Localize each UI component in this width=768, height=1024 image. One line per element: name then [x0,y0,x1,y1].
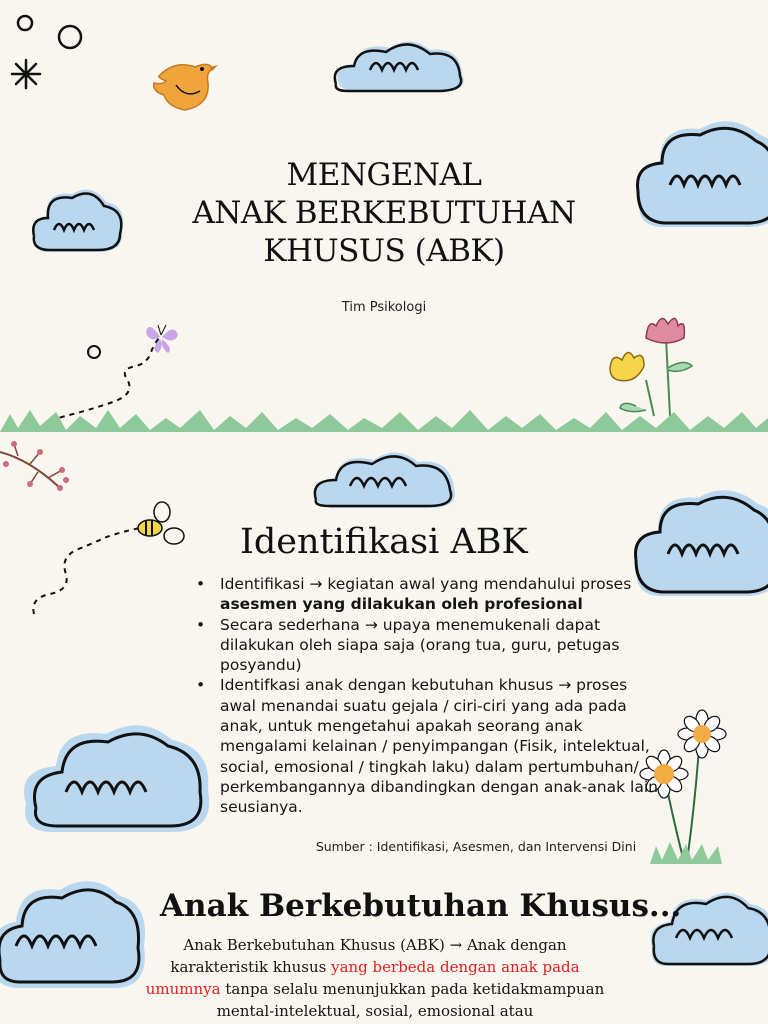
source-caption: Sumber : Identifikasi, Asesmen, dan Intervensi Dini [315,839,637,854]
bullet-bold-text: asesmen yang dilakukan oleh profesional [220,595,583,614]
title-slide [0,0,768,432]
title-line: MENGENAL [286,157,482,193]
bullet-list [196,574,666,818]
title-line: KHUSUS (ABK) [263,233,505,269]
cloud-icon [16,714,216,844]
bird-icon [150,55,220,115]
bullet-text: Identifikasi → kegiatan awal yang mendahului proses [220,575,632,593]
berry-branch-icon [0,440,80,500]
definition-highlight: yang berbeda dengan anak pada umumnya [145,958,580,998]
bullet-marker: • [196,575,206,593]
definition-text-start: Anak Berkebutuhan Khusus (ABK) → Anak dengan karakteristik khusus [170,936,567,976]
bullet-marker: • [196,676,206,695]
definition-text [140,934,610,1022]
identification-slide [0,432,768,864]
cloud-icon [330,36,470,96]
grass-decoration [0,400,768,432]
slide-title: Anak Berkebutuhan Khusus... [160,888,682,924]
list-item [196,675,666,817]
bullet-text: Secara sederhana → upaya menemukenali dapat dilakukan oleh siapa saja (orang tua, guru, petugas posyandu) [220,615,620,675]
bullet-marker: • [196,615,206,634]
slide-subtitle: Tim Psikologi [341,300,427,315]
definition-slide [0,864,768,1024]
slide-title [0,156,768,270]
list-item [196,574,666,615]
cloud-icon [310,446,460,512]
bullet-text: Identifkasi anak dengan kebutuhan khusus → proses awal menandai suatu gejala / ciri-ciri yang ada pada anak, untuk mengetahui apakah seorang anak mengalami kelainan / penyimpangan (Fisik, intelektual, social, emosional / tingkah laku) dalam pertumbuhan/ perkembangannya dibandingkan dengan anak-anak lain seusianya. [220,676,658,817]
list-item [196,615,666,676]
definition-text-end: tanpa selalu menunjukkan pada ketidakmampuan mental-intelektual, sosial, emosional atau [216,980,605,1020]
slide-title: Identifikasi ABK [240,522,528,562]
title-line: ANAK BERKEBUTUHAN [192,195,576,231]
bee-icon [30,498,190,618]
cloud-icon [0,870,146,1000]
